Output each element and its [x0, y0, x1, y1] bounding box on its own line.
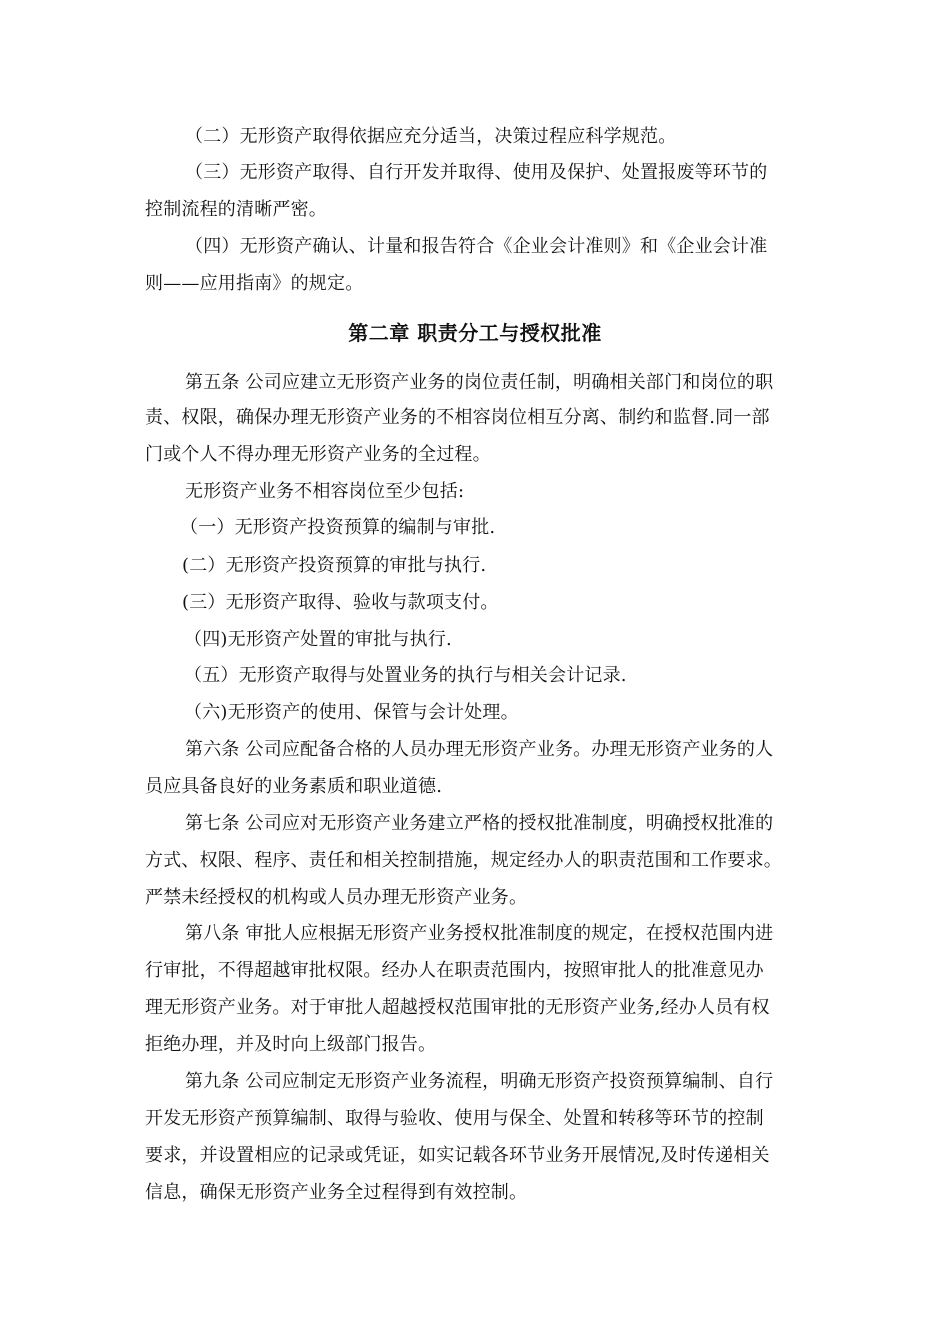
list-item: （五）无形资产取得与处置业务的执行与相关会计记录. [184, 665, 627, 686]
paragraph-line: （二）无形资产取得依据应充分适当，决策过程应科学规范。 [185, 126, 677, 147]
paragraph-line: 方式、权限、程序、责任和相关控制措施，规定经办人的职责范围和工作要求。 [145, 850, 782, 871]
paragraph-line: 则——应用指南》的规定。 [145, 273, 364, 294]
list-item: （四)无形资产处置的审批与执行. [184, 629, 452, 650]
paragraph-line: 开发无形资产预算编制、取得与验收、使用与保全、处置和转移等环节的控制 [145, 1108, 764, 1129]
list-item: （六)无形资产的使用、保管与会计处理。 [184, 702, 519, 723]
list-item: (三）无形资产取得、验收与款项支付。 [182, 592, 499, 613]
paragraph-line: 门或个人不得办理无形资产业务的全过程。 [145, 444, 491, 465]
paragraph-line: 第七条 公司应对无形资产业务建立严格的授权批准制度，明确授权批准的 [185, 813, 774, 834]
paragraph-line: 严禁未经授权的机构或人员办理无形资产业务。 [145, 887, 528, 908]
paragraph-line: 理无形资产业务。对于审批人超越授权范围审批的无形资产业务,经办人员有权 [145, 997, 770, 1018]
paragraph-line: 第五条 公司应建立无形资产业务的岗位责任制，明确相关部门和岗位的职 [185, 372, 774, 393]
paragraph-line: 第八条 审批人应根据无形资产业务授权批准制度的规定，在授权范围内进 [185, 923, 774, 944]
paragraph-line: 要求，并设置相应的记录或凭证，如实记载各环节业务开展情况,及时传递相关 [145, 1145, 770, 1166]
paragraph-line: 无形资产业务不相容岗位至少包括: [185, 481, 465, 502]
paragraph-line: 信息，确保无形资产业务全过程得到有效控制。 [145, 1182, 528, 1203]
paragraph-line: （四）无形资产确认、计量和报告符合《企业会计准则》和《企业会计准 [185, 236, 768, 257]
paragraph-line: （三）无形资产取得、自行开发并取得、使用及保护、处置报废等环节的 [185, 162, 768, 183]
paragraph-line: 员应具备良好的业务素质和职业道德. [145, 776, 443, 797]
list-item: （一）无形资产投资预算的编制与审批. [180, 517, 496, 538]
list-item: (二）无形资产投资预算的审批与执行. [182, 555, 487, 576]
paragraph-line: 行审批，不得超越审批权限。经办人在职责范围内，按照审批人的批准意见办 [145, 960, 764, 981]
paragraph-line: 拒绝办理，并及时向上级部门报告。 [145, 1034, 437, 1055]
chapter-heading: 第二章 职责分工与授权批准 [348, 321, 602, 345]
paragraph-line: 第六条 公司应配备合格的人员办理无形资产业务。办理无形资产业务的人 [185, 739, 774, 760]
paragraph-line: 责、权限，确保办理无形资产业务的不相容岗位相互分离、制约和监督.同一部 [145, 407, 770, 428]
paragraph-line: 第九条 公司应制定无形资产业务流程，明确无形资产投资预算编制、自行 [185, 1071, 774, 1092]
paragraph-line: 控制流程的清晰严密。 [145, 199, 327, 220]
